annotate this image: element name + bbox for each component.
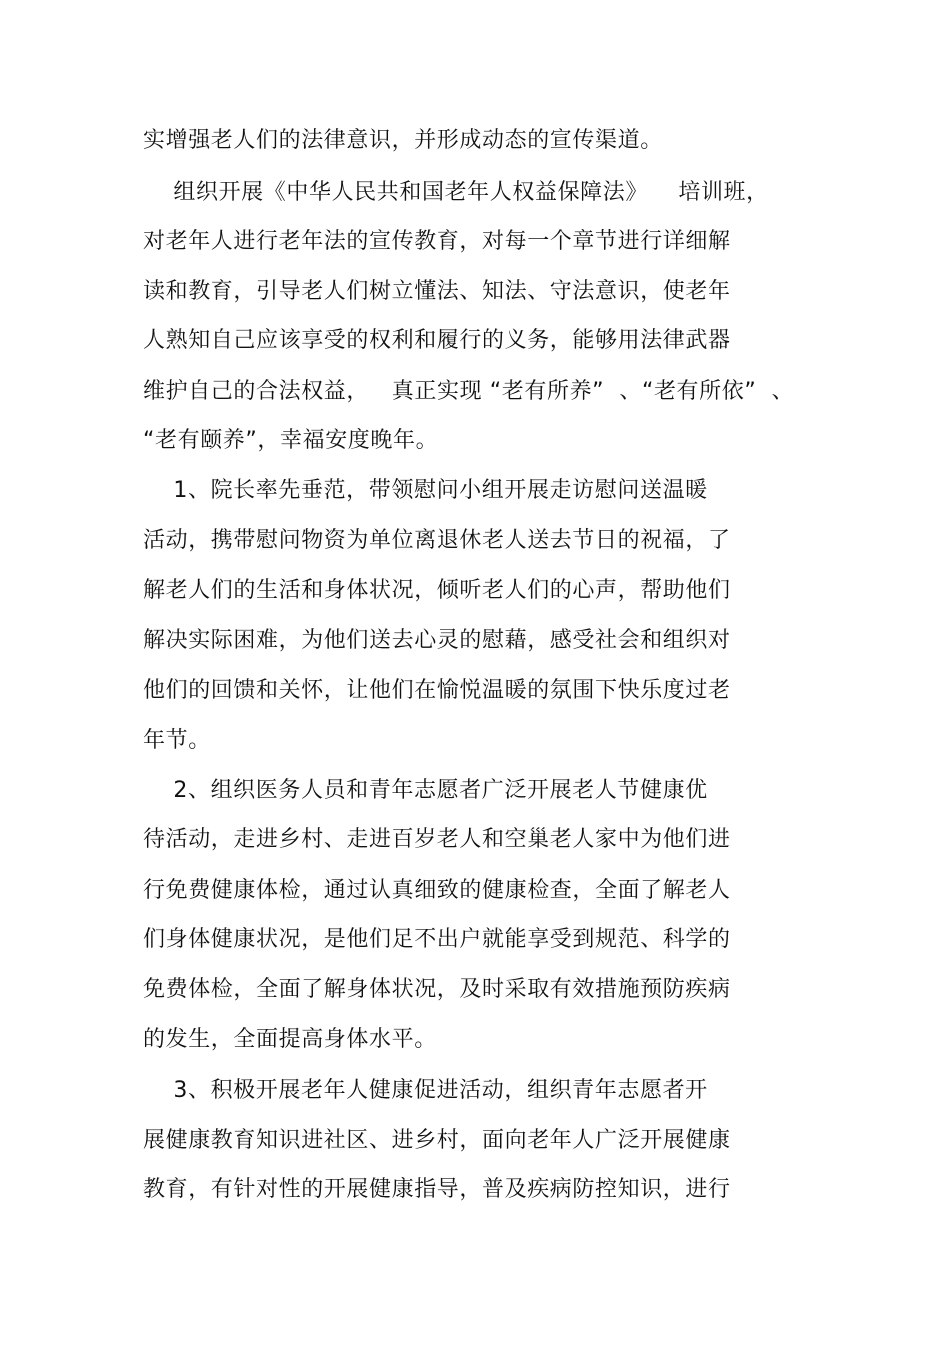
text-line: 展健康教育知识进社区、进乡村，面向老年人广泛开展健康: [143, 1128, 731, 1153]
text-line: 实增强老人们的法律意识，并形成动态的宣传渠道。: [143, 128, 663, 153]
text-line: 1、院长率先垂范，带领慰问小组开展走访慰问送温暖: [143, 478, 708, 503]
text-line: 的发生，全面提高身体水平。: [143, 1027, 437, 1052]
text-line: 他们的回馈和关怀，让他们在愉悦温暖的氛围下快乐度过老: [143, 678, 731, 703]
text-line: 对老年人进行老年法的宣传教育，对每一个章节进行详细解: [143, 229, 731, 254]
text-line: 免费体检，全面了解身体状况，及时采取有效措施预防疾病: [143, 977, 731, 1002]
text-line: 读和教育，引导老人们树立懂法、知法、守法意识，使老年: [143, 279, 731, 304]
text-line: 解决实际困难，为他们送去心灵的慰藉，感受社会和组织对: [143, 628, 731, 653]
text-line: “老有颐养”，幸福安度晚年。: [143, 428, 439, 453]
text-line: 人熟知自己应该享受的权利和履行的义务，能够用法律武器: [143, 328, 731, 353]
text-line: 解老人们的生活和身体状况，倾听老人们的心声，帮助他们: [143, 578, 731, 603]
text-line: 教育，有针对性的开展健康指导，普及疾病防控知识，进行: [143, 1177, 731, 1202]
text-line: 3、积极开展老年人健康促进活动，组织青年志愿者开: [143, 1078, 708, 1103]
text-line: 维护自己的合法权益， 真正实现 “老有所养” 、“老有所依” 、: [143, 379, 795, 404]
text-line: 们身体健康状况，是他们足不出户就能享受到规范、科学的: [143, 927, 731, 952]
text-line: 活动，携带慰问物资为单位离退休老人送去节日的祝福，了: [143, 528, 731, 553]
text-line: 组织开展《中华人民共和国老年人权益保障法》 培训班，: [143, 180, 769, 205]
text-line: 2、组织医务人员和青年志愿者广泛开展老人节健康优: [143, 778, 708, 803]
text-line: 待活动，走进乡村、走进百岁老人和空巢老人家中为他们进: [143, 827, 731, 852]
text-line: 行免费健康体检，通过认真细致的健康检查，全面了解老人: [143, 878, 731, 903]
text-line: 年节。: [143, 728, 211, 753]
